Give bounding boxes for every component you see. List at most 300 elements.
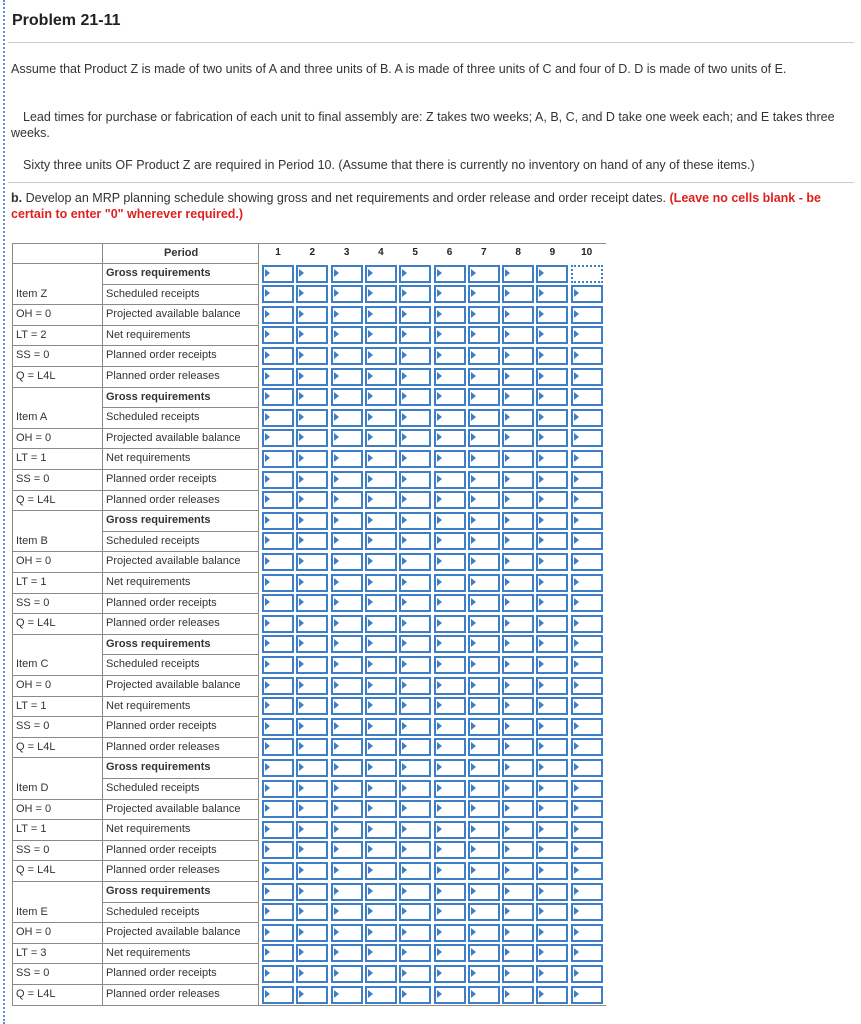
input-cell[interactable] bbox=[262, 409, 294, 427]
input-cell[interactable] bbox=[502, 306, 534, 324]
input-cell[interactable] bbox=[571, 491, 603, 509]
input-cell[interactable] bbox=[502, 862, 534, 880]
input-cell[interactable] bbox=[536, 697, 568, 715]
input-cell[interactable] bbox=[434, 924, 466, 942]
input-cell[interactable] bbox=[296, 594, 328, 612]
input-cell[interactable] bbox=[434, 594, 466, 612]
input-cell[interactable] bbox=[536, 574, 568, 592]
input-cell[interactable] bbox=[571, 326, 603, 344]
input-cell[interactable] bbox=[468, 285, 500, 303]
input-cell[interactable] bbox=[399, 429, 431, 447]
input-cell[interactable] bbox=[571, 986, 603, 1004]
input-cell[interactable] bbox=[365, 512, 397, 530]
input-cell[interactable] bbox=[536, 512, 568, 530]
input-cell[interactable] bbox=[536, 986, 568, 1004]
input-cell[interactable] bbox=[331, 862, 363, 880]
input-cell[interactable] bbox=[468, 759, 500, 777]
input-cell[interactable] bbox=[502, 347, 534, 365]
input-cell[interactable] bbox=[365, 368, 397, 386]
input-cell[interactable] bbox=[536, 965, 568, 983]
input-cell[interactable] bbox=[331, 306, 363, 324]
input-cell[interactable] bbox=[434, 285, 466, 303]
input-cell[interactable] bbox=[262, 450, 294, 468]
input-cell[interactable] bbox=[365, 429, 397, 447]
input-cell[interactable] bbox=[571, 738, 603, 756]
input-cell[interactable] bbox=[296, 780, 328, 798]
input-cell[interactable] bbox=[468, 965, 500, 983]
input-cell[interactable] bbox=[571, 924, 603, 942]
input-cell[interactable] bbox=[434, 265, 466, 283]
input-cell[interactable] bbox=[331, 450, 363, 468]
input-cell[interactable] bbox=[331, 285, 363, 303]
input-cell[interactable] bbox=[365, 532, 397, 550]
input-cell[interactable] bbox=[399, 491, 431, 509]
input-cell[interactable] bbox=[434, 306, 466, 324]
input-cell[interactable] bbox=[502, 780, 534, 798]
input-cell[interactable] bbox=[399, 347, 431, 365]
input-cell[interactable] bbox=[434, 697, 466, 715]
input-cell[interactable] bbox=[262, 718, 294, 736]
input-cell[interactable] bbox=[296, 409, 328, 427]
input-cell[interactable] bbox=[399, 903, 431, 921]
input-cell[interactable] bbox=[296, 265, 328, 283]
input-cell[interactable] bbox=[262, 265, 294, 283]
input-cell[interactable] bbox=[468, 326, 500, 344]
input-cell[interactable] bbox=[296, 738, 328, 756]
input-cell[interactable] bbox=[434, 883, 466, 901]
input-cell[interactable] bbox=[468, 635, 500, 653]
input-cell[interactable] bbox=[331, 553, 363, 571]
input-cell[interactable] bbox=[536, 800, 568, 818]
input-cell[interactable] bbox=[502, 429, 534, 447]
input-cell[interactable] bbox=[571, 429, 603, 447]
input-cell[interactable] bbox=[365, 780, 397, 798]
input-cell[interactable] bbox=[262, 326, 294, 344]
input-cell[interactable] bbox=[399, 574, 431, 592]
input-cell[interactable] bbox=[262, 780, 294, 798]
input-cell[interactable] bbox=[434, 759, 466, 777]
input-cell[interactable] bbox=[365, 924, 397, 942]
input-cell[interactable] bbox=[331, 368, 363, 386]
input-cell[interactable] bbox=[399, 532, 431, 550]
input-cell[interactable] bbox=[365, 635, 397, 653]
input-cell[interactable] bbox=[468, 780, 500, 798]
input-cell[interactable] bbox=[502, 471, 534, 489]
input-cell[interactable] bbox=[468, 821, 500, 839]
input-cell[interactable] bbox=[262, 944, 294, 962]
input-cell[interactable] bbox=[536, 821, 568, 839]
input-cell[interactable] bbox=[502, 738, 534, 756]
input-cell[interactable] bbox=[502, 924, 534, 942]
input-cell[interactable] bbox=[399, 697, 431, 715]
input-cell[interactable] bbox=[296, 491, 328, 509]
input-cell[interactable] bbox=[399, 862, 431, 880]
input-cell[interactable] bbox=[536, 718, 568, 736]
input-cell[interactable] bbox=[331, 265, 363, 283]
input-cell[interactable] bbox=[502, 965, 534, 983]
input-cell[interactable] bbox=[571, 285, 603, 303]
input-cell[interactable] bbox=[434, 368, 466, 386]
input-cell[interactable] bbox=[536, 862, 568, 880]
input-cell[interactable] bbox=[399, 944, 431, 962]
input-cell[interactable] bbox=[571, 450, 603, 468]
input-cell[interactable] bbox=[399, 265, 431, 283]
input-cell[interactable] bbox=[571, 821, 603, 839]
input-cell[interactable] bbox=[365, 718, 397, 736]
input-cell[interactable] bbox=[468, 986, 500, 1004]
input-cell[interactable] bbox=[571, 800, 603, 818]
input-cell[interactable] bbox=[468, 677, 500, 695]
input-cell[interactable] bbox=[571, 265, 603, 283]
input-cell[interactable] bbox=[296, 965, 328, 983]
input-cell[interactable] bbox=[262, 574, 294, 592]
input-cell[interactable] bbox=[434, 944, 466, 962]
input-cell[interactable] bbox=[502, 800, 534, 818]
input-cell[interactable] bbox=[434, 986, 466, 1004]
input-cell[interactable] bbox=[365, 821, 397, 839]
input-cell[interactable] bbox=[262, 965, 294, 983]
input-cell[interactable] bbox=[296, 677, 328, 695]
input-cell[interactable] bbox=[296, 883, 328, 901]
input-cell[interactable] bbox=[502, 450, 534, 468]
input-cell[interactable] bbox=[571, 471, 603, 489]
input-cell[interactable] bbox=[536, 285, 568, 303]
input-cell[interactable] bbox=[468, 553, 500, 571]
input-cell[interactable] bbox=[502, 697, 534, 715]
input-cell[interactable] bbox=[331, 677, 363, 695]
input-cell[interactable] bbox=[296, 553, 328, 571]
input-cell[interactable] bbox=[365, 883, 397, 901]
input-cell[interactable] bbox=[536, 635, 568, 653]
input-cell[interactable] bbox=[296, 759, 328, 777]
input-cell[interactable] bbox=[502, 285, 534, 303]
input-cell[interactable] bbox=[331, 635, 363, 653]
input-cell[interactable] bbox=[296, 718, 328, 736]
input-cell[interactable] bbox=[262, 903, 294, 921]
input-cell[interactable] bbox=[296, 574, 328, 592]
input-cell[interactable] bbox=[536, 265, 568, 283]
input-cell[interactable] bbox=[434, 326, 466, 344]
input-cell[interactable] bbox=[468, 368, 500, 386]
input-cell[interactable] bbox=[365, 944, 397, 962]
input-cell[interactable] bbox=[262, 800, 294, 818]
input-cell[interactable] bbox=[571, 594, 603, 612]
input-cell[interactable] bbox=[262, 841, 294, 859]
input-cell[interactable] bbox=[296, 347, 328, 365]
input-cell[interactable] bbox=[331, 409, 363, 427]
input-cell[interactable] bbox=[536, 677, 568, 695]
input-cell[interactable] bbox=[365, 738, 397, 756]
input-cell[interactable] bbox=[262, 491, 294, 509]
input-cell[interactable] bbox=[536, 903, 568, 921]
input-cell[interactable] bbox=[262, 677, 294, 695]
input-cell[interactable] bbox=[331, 944, 363, 962]
input-cell[interactable] bbox=[365, 986, 397, 1004]
input-cell[interactable] bbox=[571, 677, 603, 695]
input-cell[interactable] bbox=[571, 903, 603, 921]
input-cell[interactable] bbox=[365, 800, 397, 818]
input-cell[interactable] bbox=[468, 388, 500, 406]
input-cell[interactable] bbox=[331, 965, 363, 983]
input-cell[interactable] bbox=[365, 306, 397, 324]
input-cell[interactable] bbox=[468, 841, 500, 859]
input-cell[interactable] bbox=[468, 574, 500, 592]
input-cell[interactable] bbox=[365, 697, 397, 715]
input-cell[interactable] bbox=[365, 759, 397, 777]
input-cell[interactable] bbox=[399, 512, 431, 530]
input-cell[interactable] bbox=[536, 347, 568, 365]
input-cell[interactable] bbox=[262, 368, 294, 386]
input-cell[interactable] bbox=[399, 800, 431, 818]
input-cell[interactable] bbox=[399, 841, 431, 859]
input-cell[interactable] bbox=[468, 532, 500, 550]
input-cell[interactable] bbox=[434, 718, 466, 736]
input-cell[interactable] bbox=[571, 388, 603, 406]
input-cell[interactable] bbox=[536, 532, 568, 550]
input-cell[interactable] bbox=[468, 347, 500, 365]
input-cell[interactable] bbox=[262, 697, 294, 715]
input-cell[interactable] bbox=[296, 697, 328, 715]
input-cell[interactable] bbox=[434, 574, 466, 592]
input-cell[interactable] bbox=[331, 800, 363, 818]
input-cell[interactable] bbox=[296, 326, 328, 344]
input-cell[interactable] bbox=[434, 471, 466, 489]
input-cell[interactable] bbox=[502, 944, 534, 962]
input-cell[interactable] bbox=[536, 780, 568, 798]
input-cell[interactable] bbox=[262, 347, 294, 365]
input-cell[interactable] bbox=[468, 800, 500, 818]
input-cell[interactable] bbox=[468, 697, 500, 715]
input-cell[interactable] bbox=[331, 574, 363, 592]
input-cell[interactable] bbox=[434, 738, 466, 756]
input-cell[interactable] bbox=[399, 883, 431, 901]
input-cell[interactable] bbox=[434, 965, 466, 983]
input-cell[interactable] bbox=[502, 759, 534, 777]
input-cell[interactable] bbox=[365, 841, 397, 859]
input-cell[interactable] bbox=[536, 594, 568, 612]
input-cell[interactable] bbox=[262, 512, 294, 530]
input-cell[interactable] bbox=[331, 718, 363, 736]
input-cell[interactable] bbox=[468, 409, 500, 427]
input-cell[interactable] bbox=[365, 656, 397, 674]
input-cell[interactable] bbox=[468, 883, 500, 901]
input-cell[interactable] bbox=[434, 800, 466, 818]
input-cell[interactable] bbox=[434, 388, 466, 406]
input-cell[interactable] bbox=[331, 780, 363, 798]
input-cell[interactable] bbox=[468, 862, 500, 880]
input-cell[interactable] bbox=[399, 553, 431, 571]
input-cell[interactable] bbox=[262, 924, 294, 942]
input-cell[interactable] bbox=[536, 883, 568, 901]
input-cell[interactable] bbox=[331, 759, 363, 777]
input-cell[interactable] bbox=[502, 841, 534, 859]
input-cell[interactable] bbox=[571, 409, 603, 427]
input-cell[interactable] bbox=[331, 326, 363, 344]
input-cell[interactable] bbox=[468, 471, 500, 489]
input-cell[interactable] bbox=[434, 429, 466, 447]
input-cell[interactable] bbox=[434, 677, 466, 695]
input-cell[interactable] bbox=[468, 429, 500, 447]
input-cell[interactable] bbox=[536, 368, 568, 386]
input-cell[interactable] bbox=[468, 718, 500, 736]
input-cell[interactable] bbox=[399, 656, 431, 674]
input-cell[interactable] bbox=[502, 512, 534, 530]
input-cell[interactable] bbox=[571, 532, 603, 550]
input-cell[interactable] bbox=[468, 512, 500, 530]
input-cell[interactable] bbox=[296, 532, 328, 550]
input-cell[interactable] bbox=[571, 697, 603, 715]
input-cell[interactable] bbox=[502, 635, 534, 653]
input-cell[interactable] bbox=[365, 491, 397, 509]
input-cell[interactable] bbox=[434, 553, 466, 571]
input-cell[interactable] bbox=[331, 697, 363, 715]
input-cell[interactable] bbox=[262, 471, 294, 489]
input-cell[interactable] bbox=[536, 924, 568, 942]
input-cell[interactable] bbox=[296, 944, 328, 962]
input-cell[interactable] bbox=[536, 450, 568, 468]
input-cell[interactable] bbox=[468, 265, 500, 283]
input-cell[interactable] bbox=[365, 677, 397, 695]
input-cell[interactable] bbox=[434, 780, 466, 798]
input-cell[interactable] bbox=[262, 759, 294, 777]
input-cell[interactable] bbox=[331, 738, 363, 756]
input-cell[interactable] bbox=[571, 368, 603, 386]
input-cell[interactable] bbox=[502, 821, 534, 839]
input-cell[interactable] bbox=[536, 409, 568, 427]
input-cell[interactable] bbox=[571, 883, 603, 901]
input-cell[interactable] bbox=[571, 574, 603, 592]
input-cell[interactable] bbox=[296, 841, 328, 859]
input-cell[interactable] bbox=[399, 677, 431, 695]
input-cell[interactable] bbox=[571, 759, 603, 777]
input-cell[interactable] bbox=[571, 718, 603, 736]
input-cell[interactable] bbox=[571, 347, 603, 365]
input-cell[interactable] bbox=[296, 635, 328, 653]
input-cell[interactable] bbox=[331, 903, 363, 921]
input-cell[interactable] bbox=[262, 429, 294, 447]
input-cell[interactable] bbox=[468, 306, 500, 324]
input-cell[interactable] bbox=[502, 986, 534, 1004]
input-cell[interactable] bbox=[399, 471, 431, 489]
input-cell[interactable] bbox=[365, 965, 397, 983]
input-cell[interactable] bbox=[571, 862, 603, 880]
input-cell[interactable] bbox=[399, 821, 431, 839]
input-cell[interactable] bbox=[399, 986, 431, 1004]
input-cell[interactable] bbox=[365, 903, 397, 921]
input-cell[interactable] bbox=[434, 532, 466, 550]
input-cell[interactable] bbox=[502, 265, 534, 283]
input-cell[interactable] bbox=[296, 429, 328, 447]
input-cell[interactable] bbox=[331, 656, 363, 674]
input-cell[interactable] bbox=[434, 903, 466, 921]
input-cell[interactable] bbox=[296, 512, 328, 530]
input-cell[interactable] bbox=[399, 450, 431, 468]
input-cell[interactable] bbox=[536, 553, 568, 571]
input-cell[interactable] bbox=[365, 594, 397, 612]
input-cell[interactable] bbox=[296, 368, 328, 386]
input-cell[interactable] bbox=[502, 883, 534, 901]
input-cell[interactable] bbox=[262, 285, 294, 303]
input-cell[interactable] bbox=[571, 512, 603, 530]
input-cell[interactable] bbox=[399, 738, 431, 756]
input-cell[interactable] bbox=[468, 615, 500, 633]
input-cell[interactable] bbox=[468, 450, 500, 468]
input-cell[interactable] bbox=[399, 326, 431, 344]
input-cell[interactable] bbox=[399, 368, 431, 386]
input-cell[interactable] bbox=[365, 553, 397, 571]
input-cell[interactable] bbox=[296, 471, 328, 489]
input-cell[interactable] bbox=[502, 656, 534, 674]
input-cell[interactable] bbox=[434, 347, 466, 365]
input-cell[interactable] bbox=[365, 862, 397, 880]
input-cell[interactable] bbox=[502, 409, 534, 427]
input-cell[interactable] bbox=[468, 924, 500, 942]
input-cell[interactable] bbox=[365, 471, 397, 489]
input-cell[interactable] bbox=[331, 841, 363, 859]
input-cell[interactable] bbox=[365, 265, 397, 283]
input-cell[interactable] bbox=[262, 553, 294, 571]
input-cell[interactable] bbox=[331, 821, 363, 839]
input-cell[interactable] bbox=[399, 718, 431, 736]
input-cell[interactable] bbox=[399, 285, 431, 303]
input-cell[interactable] bbox=[468, 903, 500, 921]
input-cell[interactable] bbox=[502, 553, 534, 571]
input-cell[interactable] bbox=[331, 615, 363, 633]
input-cell[interactable] bbox=[365, 450, 397, 468]
input-cell[interactable] bbox=[434, 450, 466, 468]
input-cell[interactable] bbox=[571, 780, 603, 798]
input-cell[interactable] bbox=[502, 903, 534, 921]
input-cell[interactable] bbox=[468, 491, 500, 509]
input-cell[interactable] bbox=[296, 615, 328, 633]
input-cell[interactable] bbox=[434, 862, 466, 880]
input-cell[interactable] bbox=[571, 841, 603, 859]
input-cell[interactable] bbox=[399, 780, 431, 798]
input-cell[interactable] bbox=[262, 388, 294, 406]
input-cell[interactable] bbox=[331, 471, 363, 489]
input-cell[interactable] bbox=[365, 574, 397, 592]
input-cell[interactable] bbox=[331, 924, 363, 942]
input-cell[interactable] bbox=[536, 388, 568, 406]
input-cell[interactable] bbox=[571, 615, 603, 633]
input-cell[interactable] bbox=[468, 738, 500, 756]
input-cell[interactable] bbox=[399, 388, 431, 406]
input-cell[interactable] bbox=[434, 841, 466, 859]
input-cell[interactable] bbox=[536, 615, 568, 633]
input-cell[interactable] bbox=[536, 306, 568, 324]
input-cell[interactable] bbox=[296, 821, 328, 839]
input-cell[interactable] bbox=[262, 656, 294, 674]
input-cell[interactable] bbox=[331, 594, 363, 612]
input-cell[interactable] bbox=[262, 594, 294, 612]
input-cell[interactable] bbox=[434, 512, 466, 530]
input-cell[interactable] bbox=[536, 738, 568, 756]
input-cell[interactable] bbox=[399, 306, 431, 324]
input-cell[interactable] bbox=[434, 491, 466, 509]
input-cell[interactable] bbox=[399, 635, 431, 653]
input-cell[interactable] bbox=[502, 594, 534, 612]
input-cell[interactable] bbox=[365, 347, 397, 365]
input-cell[interactable] bbox=[296, 388, 328, 406]
input-cell[interactable] bbox=[571, 306, 603, 324]
input-cell[interactable] bbox=[399, 965, 431, 983]
input-cell[interactable] bbox=[262, 738, 294, 756]
input-cell[interactable] bbox=[434, 635, 466, 653]
input-cell[interactable] bbox=[331, 429, 363, 447]
input-cell[interactable] bbox=[262, 862, 294, 880]
input-cell[interactable] bbox=[502, 677, 534, 695]
input-cell[interactable] bbox=[296, 656, 328, 674]
